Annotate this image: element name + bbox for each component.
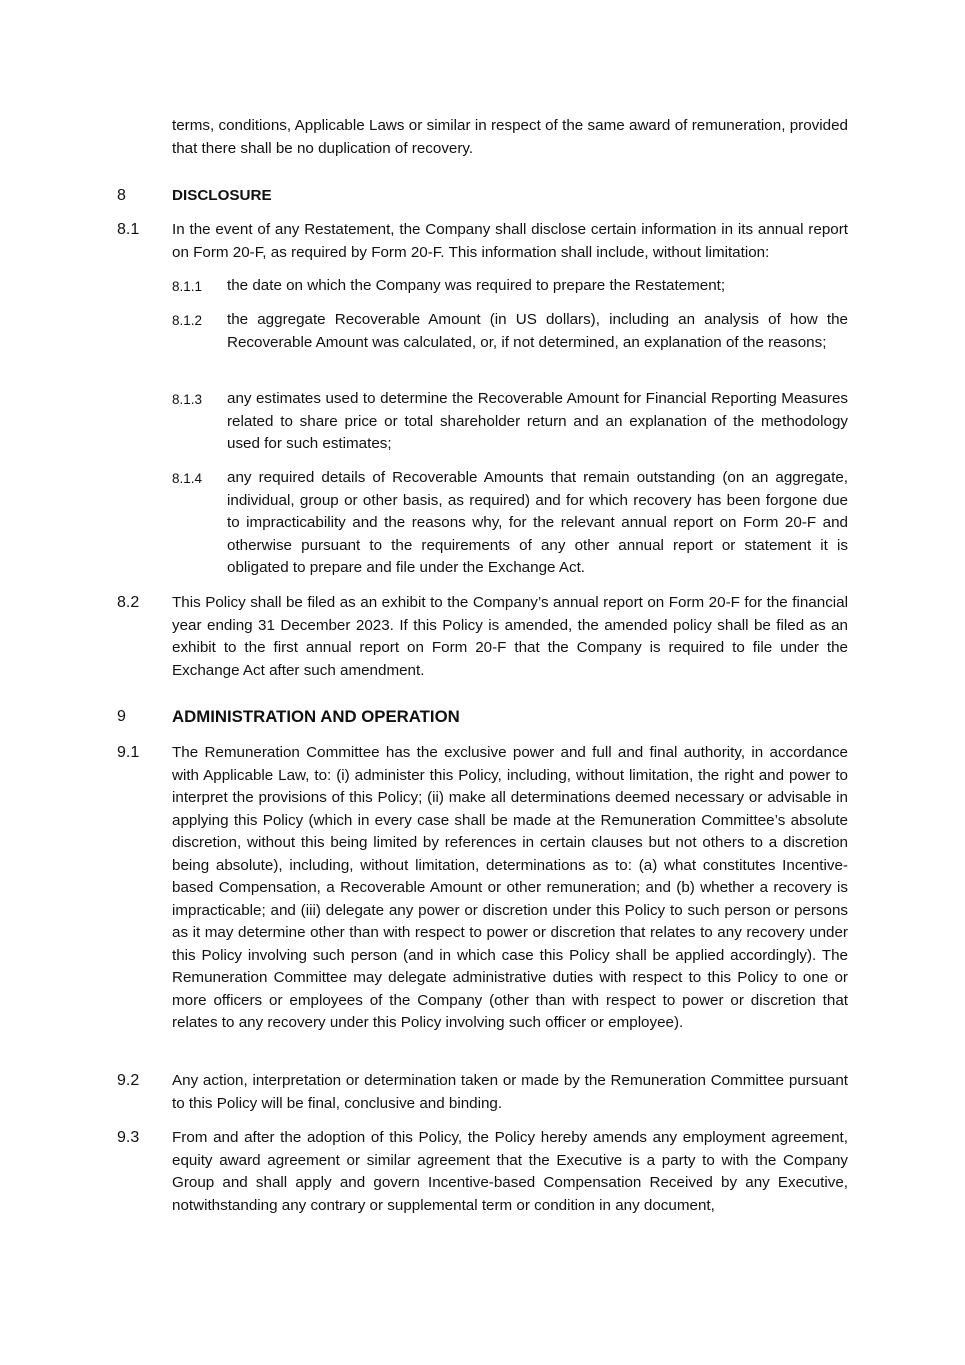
clause-8-1-2-text: the aggregate Recoverable Amount (in US dollars), including an analysis of how the Recoverable Amount was calculated, or, if not determined, an explanation of the reasons; <box>227 311 848 351</box>
clause-8-1-3-text: any estimates used to determine the Recoverable Amount for Financial Reporting Measures related to share price or total shareholder return and an explanation of the methodology used for such estimates; <box>227 390 848 452</box>
clause-8-1-number: 8.1 <box>117 221 140 238</box>
intro-paragraph: terms, conditions, Applicable Laws or similar in respect of the same award of remuneration, provided that there shall be no duplication of recovery. <box>172 117 848 157</box>
clause-9-2-text: Any action, interpretation or determination taken or made by the Remuneration Committee pursuant to this Policy will be final, conclusive and binding. <box>172 1072 848 1112</box>
clause-9-2-number: 9.2 <box>117 1072 140 1089</box>
clause-9-3-number: 9.3 <box>117 1129 140 1146</box>
clause-8-1-4-text: any required details of Recoverable Amounts that remain outstanding (on an aggregate, individual, group or other basis, as required) and for which recovery has been forgone due to impracticability and the reasons why, for the relevant annual report on Form 20-F and otherwise pursuant to the requirements of any other annual report or statement it is obligated to prepare and file under the Exchange Act. <box>227 469 848 576</box>
clause-8-1-4-number: 8.1.4 <box>172 471 203 486</box>
clause-8-1-1-text: the date on which the Company was required to prepare the Restatement; <box>227 277 726 294</box>
section-8-number: 8 <box>117 187 126 204</box>
clause-9-1-text: The Remuneration Committee has the exclusive power and full and final authority, in accordance with Applicable Law, to: (i) administer this Policy, including, without limitation, the right and power to interpret the provisions of this Policy; (ii) make all determinations deemed necessary or advisable in applying this Policy (which in every case shall be made at the Remuneration Committee’s absolute discretion, without this being limited by references in certain clauses but not others to a discretion being absolute), including, without limitation, determinations as to: (a) what constitutes Incentive-based Compensation, a Recoverable Amount or other remuneration; and (b) whether a recovery is impracticable; and (iii) delegate any power or discretion under this Policy to such person or persons as it may determine other than with respect to power or discretion that relates to any recovery under this Policy involving such person (and in which case this Policy shall be applied accordingly). The Remuneration Committee may delegate administrative duties with respect to this Policy to one or more officers or employees of the Company (other than with respect to power or discretion that relates to any recovery under this Policy involving such officer or employee). <box>172 744 848 1031</box>
clause-8-1-2-number: 8.1.2 <box>172 313 203 328</box>
clause-9-1-number: 9.1 <box>117 744 140 761</box>
clause-8-2-number: 8.2 <box>117 594 140 611</box>
clause-8-1-text: In the event of any Restatement, the Company shall disclose certain information in its annual report on Form 20-F, as required by Form 20-F. This information shall include, without limitation: <box>172 221 848 261</box>
clause-8-1-1-number: 8.1.1 <box>172 279 203 294</box>
clause-8-2-text: This Policy shall be filed as an exhibit to the Company’s annual report on Form 20-F for the financial year ending 31 December 2023. If this Policy is amended, the amended policy shall be filed as an exhibit to the first annual report on Form 20-F that the Company is required to file under the Exchange Act after such amendment. <box>172 594 848 679</box>
clause-9-3-text: From and after the adoption of this Policy, the Policy hereby amends any employment agreement, equity award agreement or similar agreement that the Executive is a party to with the Company Group and shall apply and govern Incentive-based Compensation Received by any Executive, notwithstanding any contrary or supplemental term or condition in any document, <box>172 1129 848 1214</box>
section-8-heading: DISCLOSURE <box>172 187 272 204</box>
clause-8-1-3-number: 8.1.3 <box>172 392 203 407</box>
section-9-number: 9 <box>117 708 126 725</box>
section-9-heading: ADMINISTRATION AND OPERATION <box>172 707 460 726</box>
